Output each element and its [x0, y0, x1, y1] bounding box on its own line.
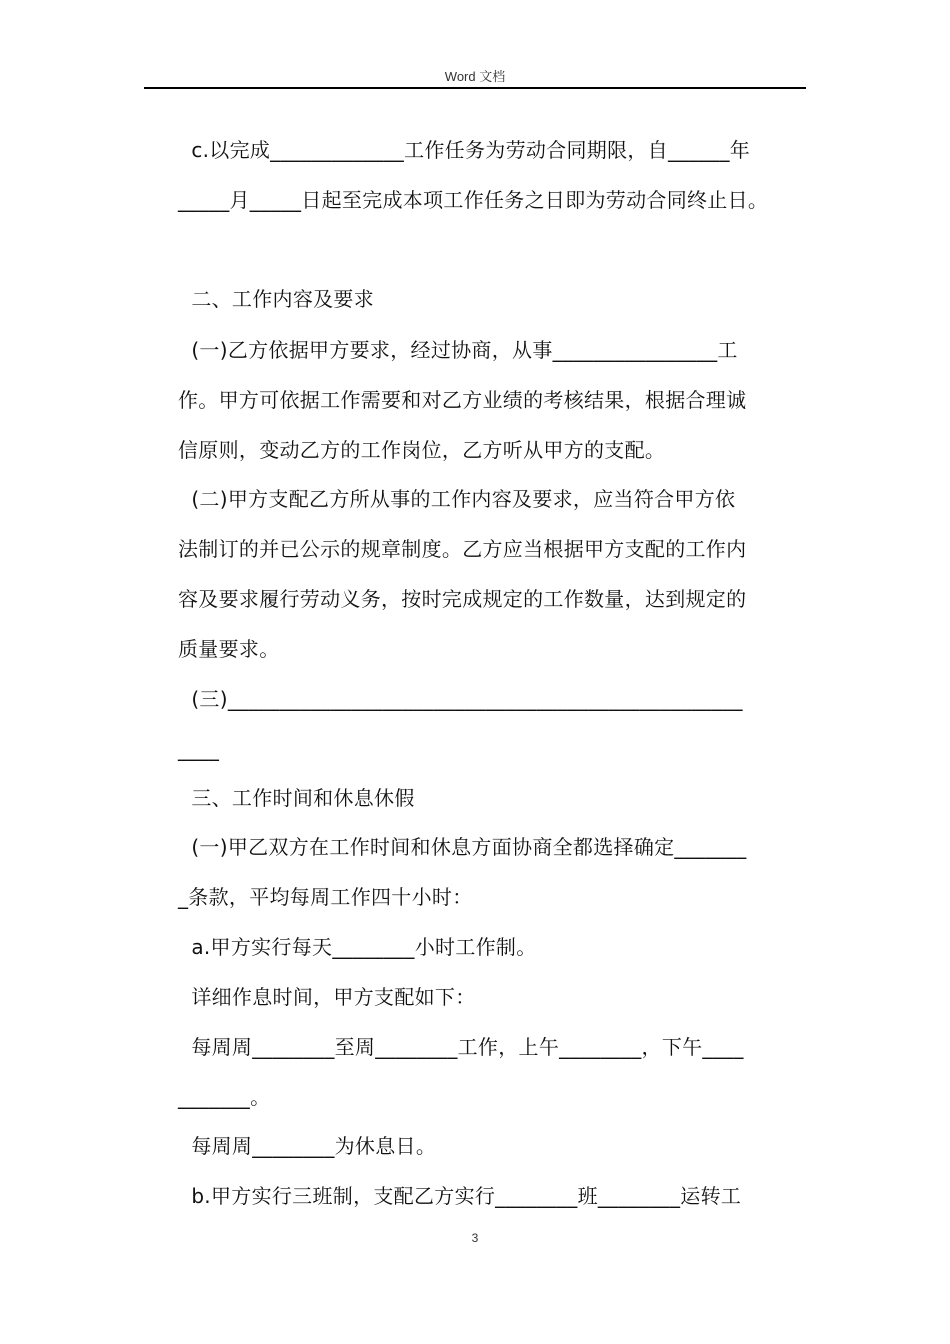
body-line: ____: [178, 737, 220, 761]
body-line: 法制订的并已公示的规章制度。乙方应当根据甲方支配的工作内: [178, 537, 747, 561]
body-line: 信原则，变动乙方的工作岗位，乙方听从甲方的支配。: [178, 438, 666, 462]
body-line: (一)乙方依据甲方要求，经过协商，从事________________工: [178, 338, 738, 362]
section-heading: 二、工作内容及要求: [178, 287, 375, 311]
body-line: 质量要求。: [178, 637, 280, 661]
body-line: (三)__________________________________________________: [178, 687, 743, 711]
body-line: 容及要求履行劳动义务，按时完成规定的工作数量，达到规定的: [178, 587, 747, 611]
body-line: a.甲方实行每天________小时工作制。: [178, 935, 537, 959]
body-line: 每周周________为休息日。: [178, 1134, 437, 1158]
body-line: c.以完成_____________工作任务为劳动合同期限，自______年: [178, 138, 751, 162]
body-line: _______。: [178, 1085, 271, 1109]
body-line: 作。甲方可依据工作需要和对乙方业绩的考核结果，根据合理诚: [178, 388, 747, 412]
section-heading: 三、工作时间和休息休假: [178, 786, 415, 810]
body-line: (二)甲方支配乙方所从事的工作内容及要求，应当符合甲方依: [178, 487, 736, 511]
header-divider: [144, 87, 806, 89]
body-line: 每周周________至周________工作，上午________，下午____: [178, 1035, 744, 1059]
body-line: b.甲方实行三班制，支配乙方实行________班________运转工: [178, 1184, 742, 1208]
body-line: _____月_____日起至完成本项工作任务之日即为劳动合同终止日。: [178, 188, 769, 212]
page-number: 3: [471, 1231, 479, 1245]
body-line: 详细作息时间，甲方支配如下：: [178, 985, 476, 1009]
page-header: Word 文档: [444, 69, 506, 84]
body-line: (一)甲乙双方在工作时间和休息方面协商全都选择确定_______: [178, 835, 747, 859]
body-line: _条款，平均每周工作四十小时：: [178, 885, 473, 909]
